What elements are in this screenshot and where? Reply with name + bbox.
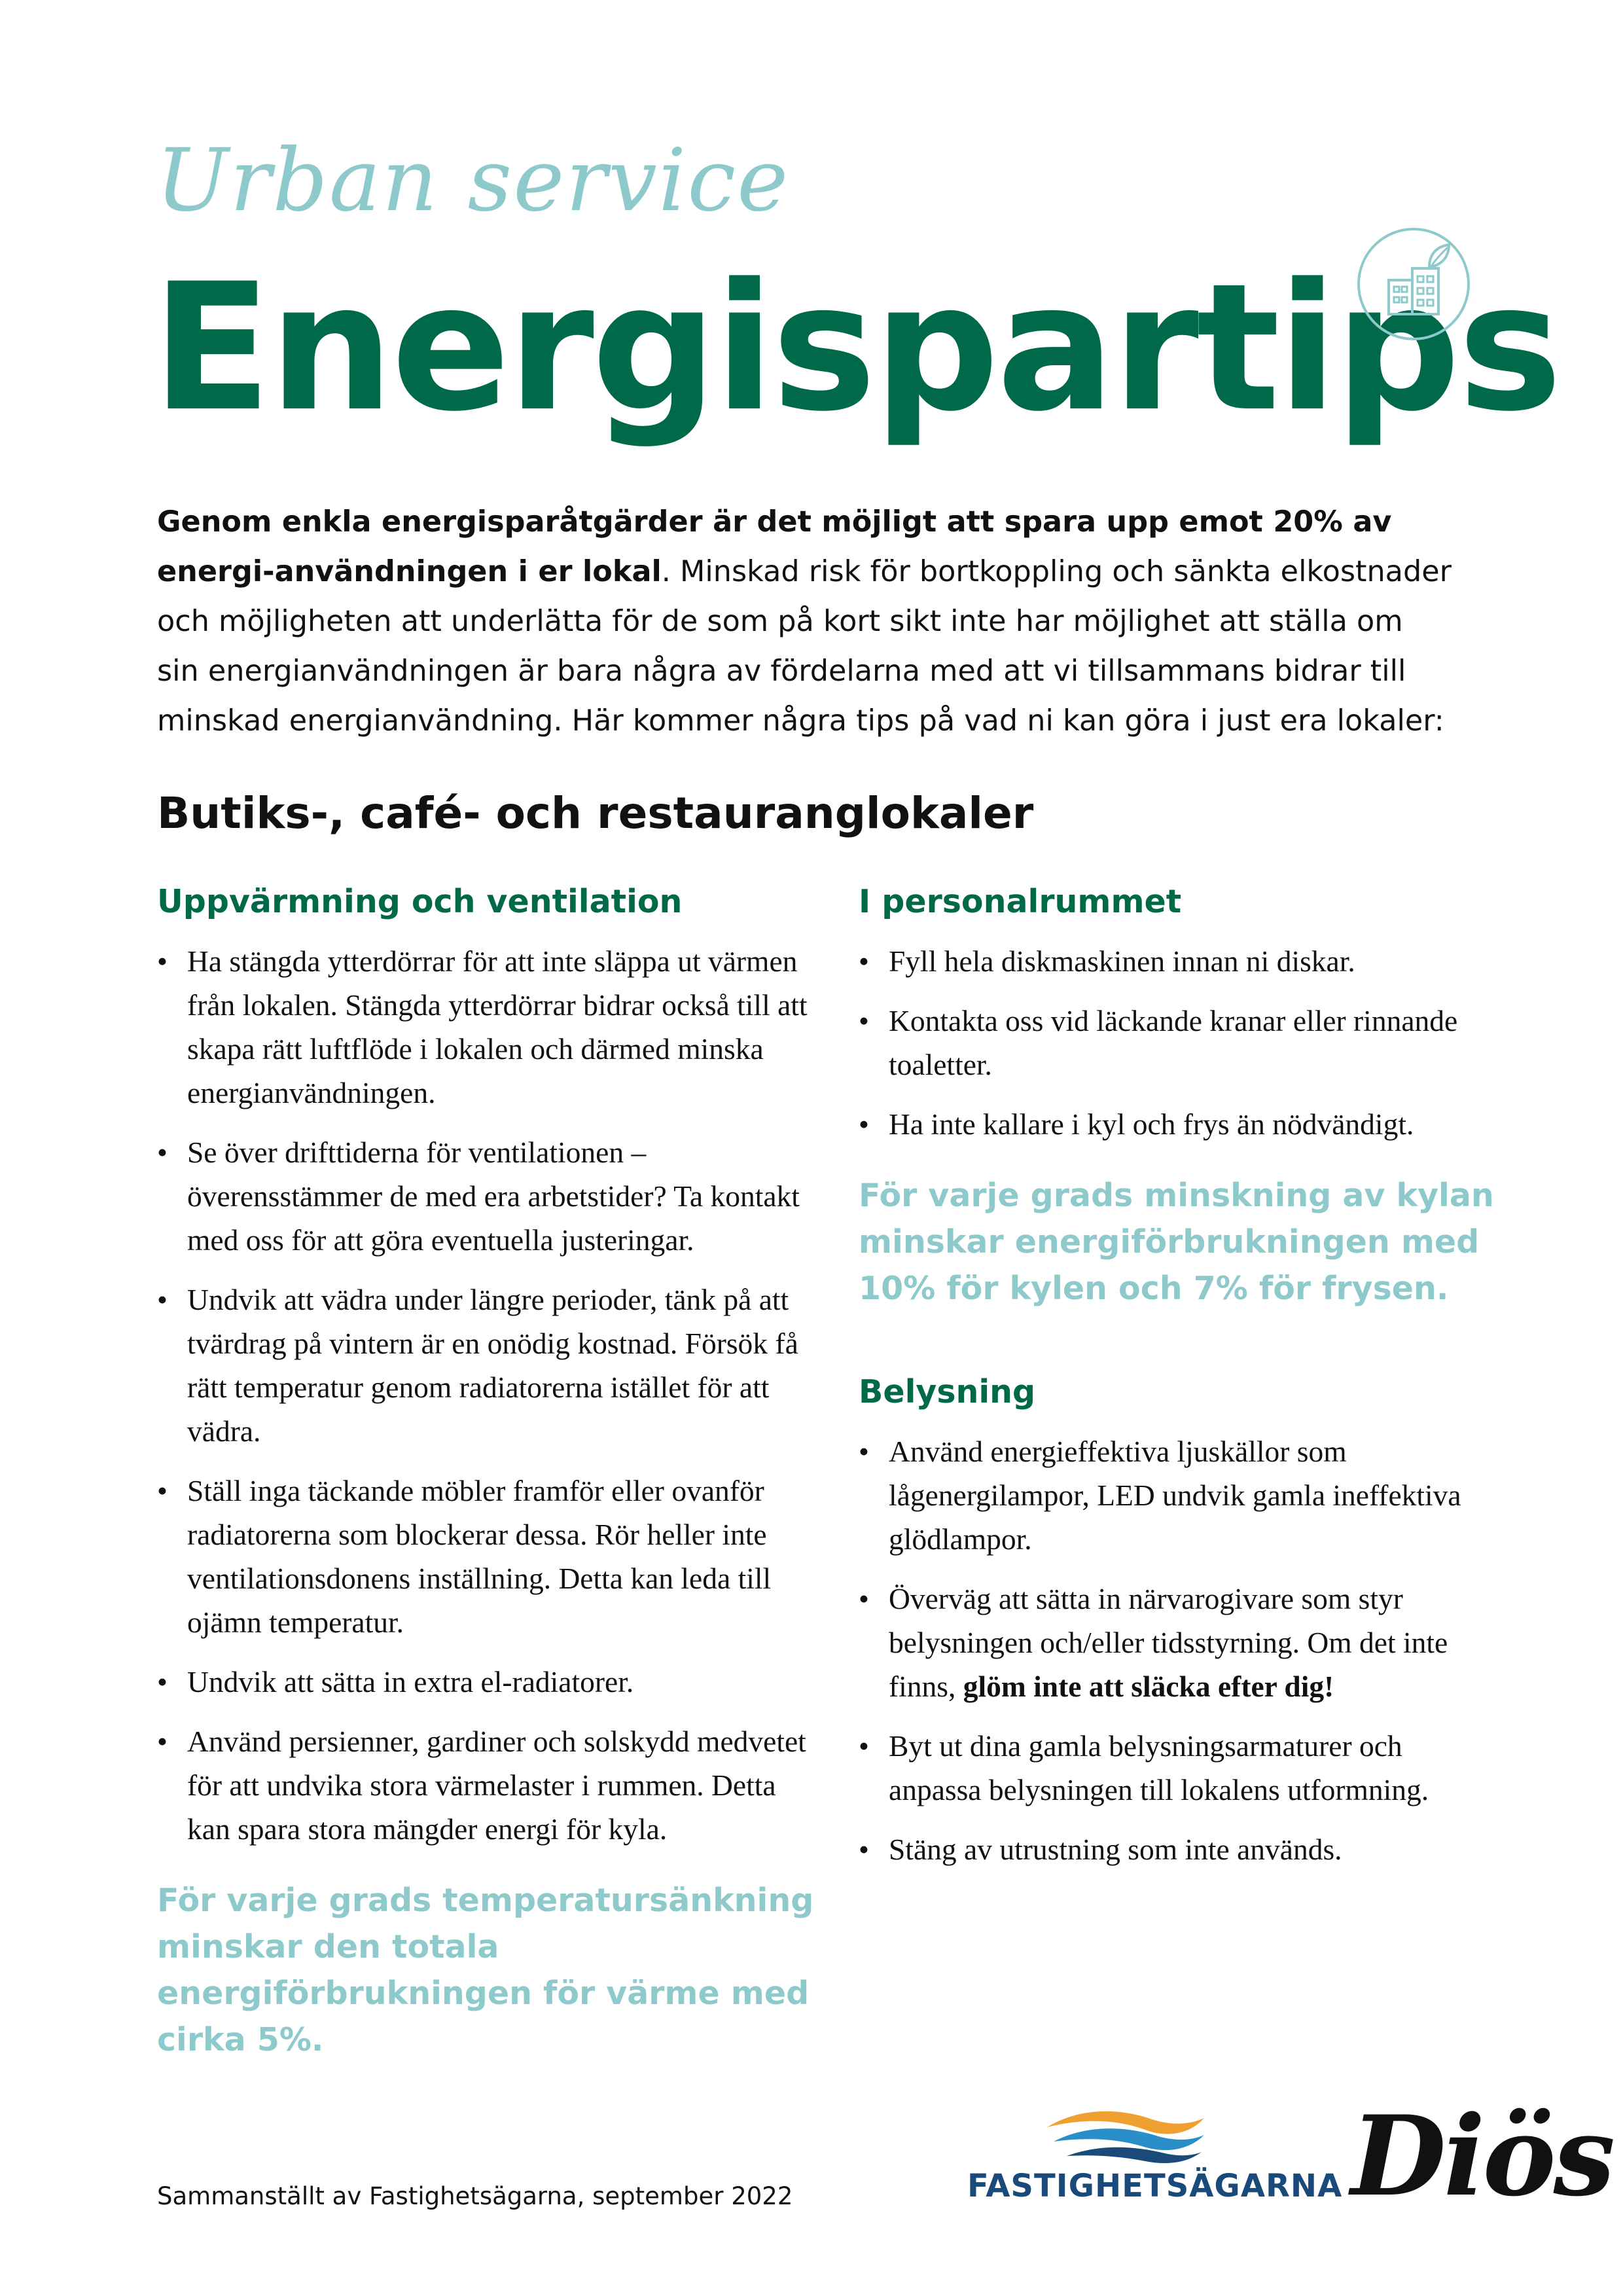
intro-bold: Genom enkla energisparåtgärder är det möjligt att spara upp emot 20% av energi-användningen i er lokal [157,505,1392,588]
dios-logo: Diös [1351,2091,1613,2221]
list-item: • Kontakta oss vid läckande kranar eller rinnande toaletter. [859,999,1500,1086]
list-item: • Använd energieffektiva ljuskällor som lågenergilampor, LED undvik gamla ineffektiva glödlampor. [859,1429,1500,1561]
heading-lighting: Belysning [859,1373,1036,1410]
list-item: • Se över drifttiderna för ventilationen – överensstämmer de med era arbetstider? Ta kontakt med oss för att göra eventuella justeringar. [157,1130,825,1262]
heading-heating-ventilation: Uppvärmning och ventilation [157,883,683,920]
heating-tips-list [157,939,825,1851]
list-item [859,1577,1500,1708]
intro-paragraph [157,497,1453,746]
page-title: Energispartips [152,246,1560,450]
list-item: • Byt ut dina gamla belysningsarmaturer och anpassa belysningen till lokalens utformning. [859,1724,1500,1812]
fastighetsagarna-logo-text: FASTIGHETSÄGARNA [967,2168,1343,2204]
footer-note: Sammanställt av Fastighetsägarna, september 2022 [157,2182,793,2210]
staff-room-tips-list [859,939,1500,1146]
fastighetsagarna-waves-icon [1041,2101,1211,2164]
list-item: • Undvik att vädra under längre perioder, tänk på att tvärdrag på vintern är en onödig kostnad. Försök få rätt temperatur genom radiatorerna istället för att vädra. [157,1278,825,1453]
list-item: • Ha inte kallare i kyl och frys än nödvändigt. [859,1102,1500,1146]
buildings-leaf-icon [1356,226,1471,342]
lighting-tip-bold: glöm inte att släcka efter dig! [963,1670,1334,1703]
script-title: Urban service [156,130,790,231]
list-item: • Använd persienner, gardiner och solskydd medvetet för att undvika stora värmelaster i rummen. Detta kan spara stora mängder energi för kyla. [157,1719,825,1851]
cooling-callout: För varje grads minskning av kylan minskar energiförbrukningen med 10% för kylen och 7% för frysen. [859,1177,1494,1307]
right-column [859,880,1500,1887]
list-item: • Ställ inga täckande möbler framför eller ovanför radiatorerna som blockerar dessa. Rör heller inte ventilationsdonens inställning. Detta kan leda till ojämn temperatur. [157,1469,825,1644]
left-column [157,880,825,2063]
section-heading: Butiks-, café- och restauranglokaler [157,788,1034,838]
lighting-tips-list [859,1429,1500,1871]
list-item: • Ha stängda ytterdörrar för att inte släppa ut värmen från lokalen. Stängda ytterdörrar bidrar också till att skapa rätt luftflöde i lokalen och därmed minska energianvändningen. [157,939,825,1115]
list-item: • Undvik att sätta in extra el-radiatorer. [157,1660,825,1704]
heading-staff-room: I personalrummet [859,883,1182,920]
heating-callout: För varje grads temperatursänkning minskar den totala energiförbrukningen för värme med cirka 5%. [157,1882,814,2058]
list-item: • Fyll hela diskmaskinen innan ni diskar. [859,939,1500,983]
list-item: • Stäng av utrustning som inte används. [859,1827,1500,1871]
intro-text: . Minskad risk för bortkoppling och sänkta elkostnader och möjligheten att underlätta för de som på kort sikt inte har möjlighet att ställa om sin energianvändningen är bara några av fördelarna med att vi tillsammans bidrar till minskad energianvändning. Här kommer några tips på vad ni kan göra i just era lokaler: [157,555,1452,738]
lighting-tip-text: Överväg att sätta in närvarogivare som styr belysningen och/eller tidsstyrning. Om det inte finns, [889,1582,1448,1703]
